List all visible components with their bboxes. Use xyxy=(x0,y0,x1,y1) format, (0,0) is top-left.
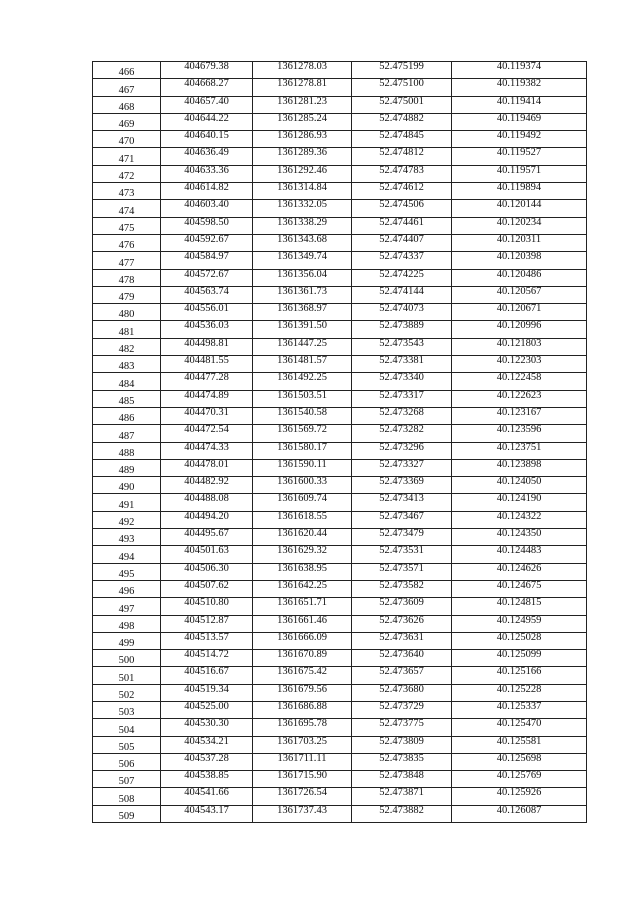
table-row xyxy=(93,615,587,632)
x-coordinate-cell: 404636.49 xyxy=(161,148,253,165)
point-number-cell: 472 xyxy=(93,165,161,182)
longitude-cell: 40.122623 xyxy=(452,390,587,407)
y-coordinate-cell: 1361447.25 xyxy=(253,338,352,355)
x-coordinate-cell: 404541.66 xyxy=(161,788,253,805)
point-number-cell: 497 xyxy=(93,598,161,615)
x-coordinate-cell: 404470.31 xyxy=(161,407,253,424)
longitude-cell: 40.125581 xyxy=(452,736,587,753)
longitude-cell: 40.119414 xyxy=(452,96,587,113)
latitude-cell: 52.474812 xyxy=(352,148,452,165)
x-coordinate-cell: 404668.27 xyxy=(161,79,253,96)
point-number-cell: 486 xyxy=(93,407,161,424)
latitude-cell: 52.474461 xyxy=(352,217,452,234)
point-number-cell: 471 xyxy=(93,148,161,165)
table-row xyxy=(93,131,587,148)
y-coordinate-cell: 1361670.89 xyxy=(253,650,352,667)
longitude-cell: 40.126087 xyxy=(452,805,587,822)
table-row xyxy=(93,113,587,130)
longitude-cell: 40.124322 xyxy=(452,511,587,528)
point-number-cell: 494 xyxy=(93,546,161,563)
point-number-cell: 478 xyxy=(93,269,161,286)
longitude-cell: 40.123596 xyxy=(452,425,587,442)
x-coordinate-cell: 404633.36 xyxy=(161,165,253,182)
x-coordinate-cell: 404477.28 xyxy=(161,373,253,390)
y-coordinate-cell: 1361737.43 xyxy=(253,805,352,822)
y-coordinate-cell: 1361695.78 xyxy=(253,719,352,736)
table-row xyxy=(93,165,587,182)
latitude-cell: 52.473479 xyxy=(352,529,452,546)
table-row xyxy=(93,356,587,373)
longitude-cell: 40.125926 xyxy=(452,788,587,805)
longitude-cell: 40.119382 xyxy=(452,79,587,96)
longitude-cell: 40.122458 xyxy=(452,373,587,390)
latitude-cell: 52.473317 xyxy=(352,390,452,407)
longitude-cell: 40.124626 xyxy=(452,563,587,580)
longitude-cell: 40.124050 xyxy=(452,477,587,494)
point-number-cell: 487 xyxy=(93,425,161,442)
point-number-cell: 473 xyxy=(93,183,161,200)
longitude-cell: 40.119527 xyxy=(452,148,587,165)
longitude-cell: 40.124815 xyxy=(452,598,587,615)
table-row xyxy=(93,563,587,580)
point-number-cell: 484 xyxy=(93,373,161,390)
x-coordinate-cell: 404507.62 xyxy=(161,580,253,597)
latitude-cell: 52.473543 xyxy=(352,338,452,355)
longitude-cell: 40.119469 xyxy=(452,113,587,130)
latitude-cell: 52.474506 xyxy=(352,200,452,217)
x-coordinate-cell: 404474.89 xyxy=(161,390,253,407)
latitude-cell: 52.475100 xyxy=(352,79,452,96)
x-coordinate-cell: 404498.81 xyxy=(161,338,253,355)
y-coordinate-cell: 1361356.04 xyxy=(253,269,352,286)
table-row xyxy=(93,667,587,684)
point-number-cell: 491 xyxy=(93,494,161,511)
y-coordinate-cell: 1361278.03 xyxy=(253,62,352,79)
point-number-cell: 466 xyxy=(93,62,161,79)
x-coordinate-cell: 404592.67 xyxy=(161,234,253,251)
x-coordinate-cell: 404598.50 xyxy=(161,217,253,234)
table-row xyxy=(93,805,587,822)
point-number-cell: 475 xyxy=(93,217,161,234)
latitude-cell: 52.474073 xyxy=(352,304,452,321)
x-coordinate-cell: 404510.80 xyxy=(161,598,253,615)
point-number-cell: 501 xyxy=(93,667,161,684)
table-row xyxy=(93,719,587,736)
x-coordinate-cell: 404563.74 xyxy=(161,286,253,303)
longitude-cell: 40.119492 xyxy=(452,131,587,148)
latitude-cell: 52.474225 xyxy=(352,269,452,286)
y-coordinate-cell: 1361391.50 xyxy=(253,321,352,338)
latitude-cell: 52.473571 xyxy=(352,563,452,580)
y-coordinate-cell: 1361286.93 xyxy=(253,131,352,148)
point-number-cell: 502 xyxy=(93,684,161,701)
point-number-cell: 506 xyxy=(93,753,161,770)
y-coordinate-cell: 1361481.57 xyxy=(253,356,352,373)
x-coordinate-cell: 404530.30 xyxy=(161,719,253,736)
latitude-cell: 52.473882 xyxy=(352,805,452,822)
y-coordinate-cell: 1361715.90 xyxy=(253,771,352,788)
longitude-cell: 40.124675 xyxy=(452,580,587,597)
latitude-cell: 52.473531 xyxy=(352,546,452,563)
point-number-cell: 503 xyxy=(93,701,161,718)
table-row xyxy=(93,494,587,511)
point-number-cell: 489 xyxy=(93,459,161,476)
point-number-cell: 467 xyxy=(93,79,161,96)
table-row xyxy=(93,200,587,217)
x-coordinate-cell: 404488.08 xyxy=(161,494,253,511)
point-number-cell: 495 xyxy=(93,563,161,580)
x-coordinate-cell: 404525.00 xyxy=(161,701,253,718)
latitude-cell: 52.475199 xyxy=(352,62,452,79)
point-number-cell: 485 xyxy=(93,390,161,407)
table-row xyxy=(93,511,587,528)
point-number-cell: 505 xyxy=(93,736,161,753)
latitude-cell: 52.473413 xyxy=(352,494,452,511)
latitude-cell: 52.473268 xyxy=(352,407,452,424)
x-coordinate-cell: 404482.92 xyxy=(161,477,253,494)
table-row xyxy=(93,62,587,79)
table-row xyxy=(93,390,587,407)
y-coordinate-cell: 1361711.11 xyxy=(253,753,352,770)
table-row xyxy=(93,459,587,476)
table-row xyxy=(93,598,587,615)
y-coordinate-cell: 1361703.25 xyxy=(253,736,352,753)
longitude-cell: 40.125166 xyxy=(452,667,587,684)
point-number-cell: 476 xyxy=(93,234,161,251)
y-coordinate-cell: 1361651.71 xyxy=(253,598,352,615)
table-row xyxy=(93,304,587,321)
table-row xyxy=(93,96,587,113)
table-row xyxy=(93,425,587,442)
latitude-cell: 52.473327 xyxy=(352,459,452,476)
y-coordinate-cell: 1361642.25 xyxy=(253,580,352,597)
y-coordinate-cell: 1361492.25 xyxy=(253,373,352,390)
table-row xyxy=(93,373,587,390)
latitude-cell: 52.473467 xyxy=(352,511,452,528)
longitude-cell: 40.125028 xyxy=(452,632,587,649)
point-number-cell: 508 xyxy=(93,788,161,805)
x-coordinate-cell: 404538.85 xyxy=(161,771,253,788)
longitude-cell: 40.125337 xyxy=(452,701,587,718)
point-number-cell: 496 xyxy=(93,580,161,597)
x-coordinate-cell: 404657.40 xyxy=(161,96,253,113)
x-coordinate-cell: 404584.97 xyxy=(161,252,253,269)
x-coordinate-cell: 404512.87 xyxy=(161,615,253,632)
y-coordinate-cell: 1361349.74 xyxy=(253,252,352,269)
x-coordinate-cell: 404481.55 xyxy=(161,356,253,373)
latitude-cell: 52.473626 xyxy=(352,615,452,632)
table-row xyxy=(93,788,587,805)
point-number-cell: 474 xyxy=(93,200,161,217)
point-number-cell: 498 xyxy=(93,615,161,632)
y-coordinate-cell: 1361590.11 xyxy=(253,459,352,476)
y-coordinate-cell: 1361686.88 xyxy=(253,701,352,718)
longitude-cell: 40.120671 xyxy=(452,304,587,321)
latitude-cell: 52.475001 xyxy=(352,96,452,113)
point-number-cell: 482 xyxy=(93,338,161,355)
latitude-cell: 52.474612 xyxy=(352,183,452,200)
longitude-cell: 40.120996 xyxy=(452,321,587,338)
x-coordinate-cell: 404537.28 xyxy=(161,753,253,770)
longitude-cell: 40.120311 xyxy=(452,234,587,251)
x-coordinate-cell: 404506.30 xyxy=(161,563,253,580)
table-row xyxy=(93,148,587,165)
longitude-cell: 40.124959 xyxy=(452,615,587,632)
y-coordinate-cell: 1361332.05 xyxy=(253,200,352,217)
coordinates-table xyxy=(92,61,587,823)
table-row xyxy=(93,701,587,718)
latitude-cell: 52.474882 xyxy=(352,113,452,130)
point-number-cell: 481 xyxy=(93,321,161,338)
x-coordinate-cell: 404679.38 xyxy=(161,62,253,79)
longitude-cell: 40.125470 xyxy=(452,719,587,736)
x-coordinate-cell: 404572.67 xyxy=(161,269,253,286)
x-coordinate-cell: 404519.34 xyxy=(161,684,253,701)
x-coordinate-cell: 404556.01 xyxy=(161,304,253,321)
longitude-cell: 40.124190 xyxy=(452,494,587,511)
latitude-cell: 52.473657 xyxy=(352,667,452,684)
latitude-cell: 52.473609 xyxy=(352,598,452,615)
x-coordinate-cell: 404543.17 xyxy=(161,805,253,822)
table-row xyxy=(93,546,587,563)
table-row xyxy=(93,442,587,459)
y-coordinate-cell: 1361278.81 xyxy=(253,79,352,96)
longitude-cell: 40.123751 xyxy=(452,442,587,459)
latitude-cell: 52.473582 xyxy=(352,580,452,597)
latitude-cell: 52.473889 xyxy=(352,321,452,338)
x-coordinate-cell: 404495.67 xyxy=(161,529,253,546)
x-coordinate-cell: 404603.40 xyxy=(161,200,253,217)
longitude-cell: 40.120234 xyxy=(452,217,587,234)
longitude-cell: 40.123167 xyxy=(452,407,587,424)
x-coordinate-cell: 404640.15 xyxy=(161,131,253,148)
longitude-cell: 40.125769 xyxy=(452,771,587,788)
table-row xyxy=(93,753,587,770)
table-row xyxy=(93,321,587,338)
latitude-cell: 52.473282 xyxy=(352,425,452,442)
x-coordinate-cell: 404472.54 xyxy=(161,425,253,442)
y-coordinate-cell: 1361361.73 xyxy=(253,286,352,303)
y-coordinate-cell: 1361679.56 xyxy=(253,684,352,701)
table-row xyxy=(93,252,587,269)
y-coordinate-cell: 1361666.09 xyxy=(253,632,352,649)
latitude-cell: 52.473340 xyxy=(352,373,452,390)
table-row xyxy=(93,234,587,251)
point-number-cell: 492 xyxy=(93,511,161,528)
y-coordinate-cell: 1361600.33 xyxy=(253,477,352,494)
longitude-cell: 40.120398 xyxy=(452,252,587,269)
latitude-cell: 52.473369 xyxy=(352,477,452,494)
latitude-cell: 52.474337 xyxy=(352,252,452,269)
table-row xyxy=(93,217,587,234)
point-number-cell: 480 xyxy=(93,304,161,321)
y-coordinate-cell: 1361503.51 xyxy=(253,390,352,407)
latitude-cell: 52.473871 xyxy=(352,788,452,805)
y-coordinate-cell: 1361338.29 xyxy=(253,217,352,234)
latitude-cell: 52.473640 xyxy=(352,650,452,667)
table-row xyxy=(93,736,587,753)
latitude-cell: 52.473848 xyxy=(352,771,452,788)
longitude-cell: 40.121803 xyxy=(452,338,587,355)
latitude-cell: 52.473729 xyxy=(352,701,452,718)
table-row xyxy=(93,632,587,649)
y-coordinate-cell: 1361609.74 xyxy=(253,494,352,511)
longitude-cell: 40.119571 xyxy=(452,165,587,182)
latitude-cell: 52.474845 xyxy=(352,131,452,148)
y-coordinate-cell: 1361285.24 xyxy=(253,113,352,130)
latitude-cell: 52.474144 xyxy=(352,286,452,303)
point-number-cell: 488 xyxy=(93,442,161,459)
x-coordinate-cell: 404614.82 xyxy=(161,183,253,200)
y-coordinate-cell: 1361629.32 xyxy=(253,546,352,563)
x-coordinate-cell: 404513.57 xyxy=(161,632,253,649)
y-coordinate-cell: 1361726.54 xyxy=(253,788,352,805)
x-coordinate-cell: 404536.03 xyxy=(161,321,253,338)
table-row xyxy=(93,529,587,546)
latitude-cell: 52.473296 xyxy=(352,442,452,459)
x-coordinate-cell: 404534.21 xyxy=(161,736,253,753)
table-row xyxy=(93,684,587,701)
point-number-cell: 499 xyxy=(93,632,161,649)
y-coordinate-cell: 1361661.46 xyxy=(253,615,352,632)
y-coordinate-cell: 1361292.46 xyxy=(253,165,352,182)
table-row xyxy=(93,477,587,494)
longitude-cell: 40.119894 xyxy=(452,183,587,200)
longitude-cell: 40.123898 xyxy=(452,459,587,476)
latitude-cell: 52.473381 xyxy=(352,356,452,373)
point-number-cell: 477 xyxy=(93,252,161,269)
table-row xyxy=(93,580,587,597)
y-coordinate-cell: 1361289.36 xyxy=(253,148,352,165)
point-number-cell: 500 xyxy=(93,650,161,667)
point-number-cell: 468 xyxy=(93,96,161,113)
x-coordinate-cell: 404501.63 xyxy=(161,546,253,563)
point-number-cell: 490 xyxy=(93,477,161,494)
y-coordinate-cell: 1361580.17 xyxy=(253,442,352,459)
point-number-cell: 507 xyxy=(93,771,161,788)
y-coordinate-cell: 1361569.72 xyxy=(253,425,352,442)
table-row xyxy=(93,183,587,200)
point-number-cell: 504 xyxy=(93,719,161,736)
latitude-cell: 52.473775 xyxy=(352,719,452,736)
latitude-cell: 52.473631 xyxy=(352,632,452,649)
point-number-cell: 483 xyxy=(93,356,161,373)
latitude-cell: 52.474783 xyxy=(352,165,452,182)
table-row xyxy=(93,286,587,303)
latitude-cell: 52.473680 xyxy=(352,684,452,701)
y-coordinate-cell: 1361343.68 xyxy=(253,234,352,251)
x-coordinate-cell: 404644.22 xyxy=(161,113,253,130)
table-row xyxy=(93,407,587,424)
point-number-cell: 493 xyxy=(93,529,161,546)
x-coordinate-cell: 404478.01 xyxy=(161,459,253,476)
x-coordinate-cell: 404514.72 xyxy=(161,650,253,667)
y-coordinate-cell: 1361638.95 xyxy=(253,563,352,580)
longitude-cell: 40.122303 xyxy=(452,356,587,373)
y-coordinate-cell: 1361314.84 xyxy=(253,183,352,200)
longitude-cell: 40.120567 xyxy=(452,286,587,303)
point-number-cell: 479 xyxy=(93,286,161,303)
table-row xyxy=(93,79,587,96)
longitude-cell: 40.119374 xyxy=(452,62,587,79)
y-coordinate-cell: 1361675.42 xyxy=(253,667,352,684)
latitude-cell: 52.474407 xyxy=(352,234,452,251)
longitude-cell: 40.120144 xyxy=(452,200,587,217)
x-coordinate-cell: 404516.67 xyxy=(161,667,253,684)
y-coordinate-cell: 1361620.44 xyxy=(253,529,352,546)
latitude-cell: 52.473835 xyxy=(352,753,452,770)
coordinates-table-body xyxy=(93,62,587,823)
longitude-cell: 40.125228 xyxy=(452,684,587,701)
table-row xyxy=(93,269,587,286)
longitude-cell: 40.125099 xyxy=(452,650,587,667)
longitude-cell: 40.120486 xyxy=(452,269,587,286)
y-coordinate-cell: 1361618.55 xyxy=(253,511,352,528)
longitude-cell: 40.124350 xyxy=(452,529,587,546)
table-row xyxy=(93,650,587,667)
x-coordinate-cell: 404474.33 xyxy=(161,442,253,459)
table-row xyxy=(93,338,587,355)
longitude-cell: 40.125698 xyxy=(452,753,587,770)
y-coordinate-cell: 1361540.58 xyxy=(253,407,352,424)
point-number-cell: 469 xyxy=(93,113,161,130)
y-coordinate-cell: 1361281.23 xyxy=(253,96,352,113)
point-number-cell: 509 xyxy=(93,805,161,822)
longitude-cell: 40.124483 xyxy=(452,546,587,563)
table-row xyxy=(93,771,587,788)
point-number-cell: 470 xyxy=(93,131,161,148)
x-coordinate-cell: 404494.20 xyxy=(161,511,253,528)
latitude-cell: 52.473809 xyxy=(352,736,452,753)
y-coordinate-cell: 1361368.97 xyxy=(253,304,352,321)
